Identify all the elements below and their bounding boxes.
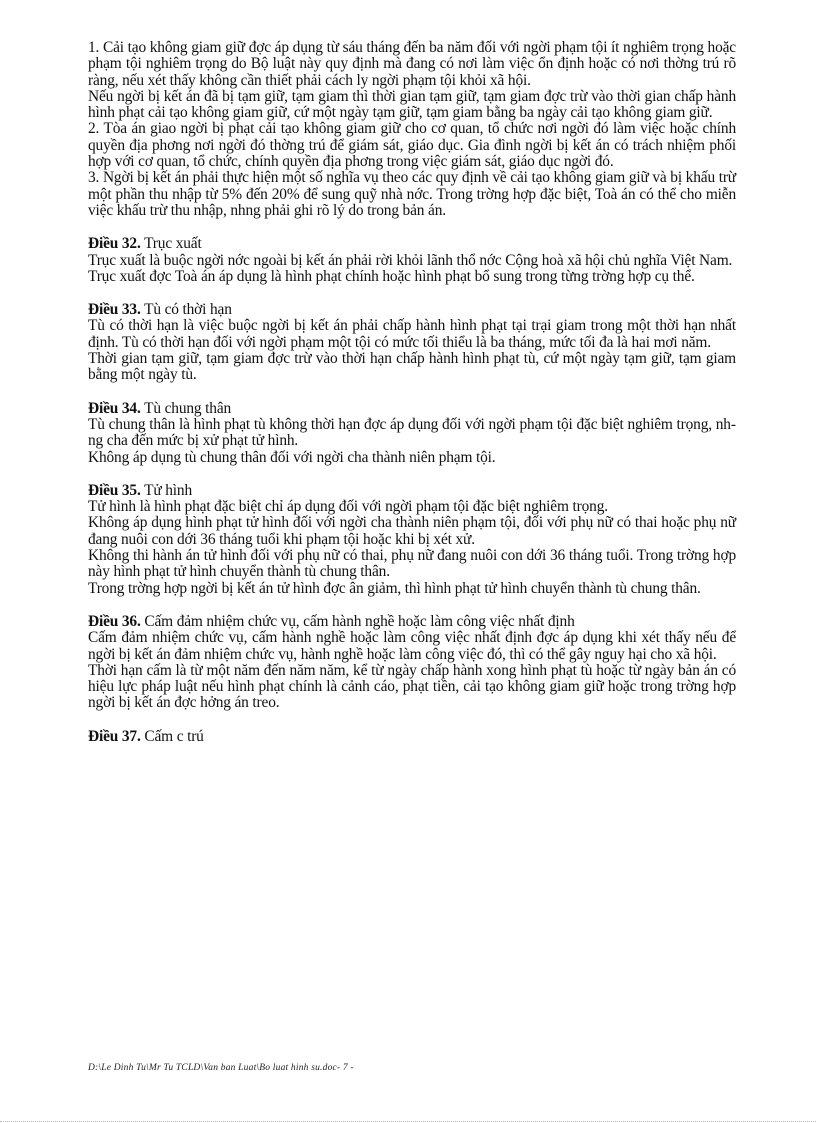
paragraph: Nếu ngời bị kết án đã bị tạm giữ, tạm giam thì thời gian tạm giữ, tạm giam đợc trừ vào thời gian chấp hành hình phạt cải tạo không giam giữ, cứ một ngày tạm giữ, tạm giam bằng ba ngày cải tạo không giam giữ. xyxy=(88,87,736,122)
article-heading xyxy=(88,401,736,417)
article-number: Điều 33. xyxy=(88,301,141,319)
article-number: Điều 34. xyxy=(88,399,141,417)
paragraph: Trục xuất đợc Toà án áp dụng là hình phạt chính hoặc hình phạt bổ sung trong từng trờng hợp cụ thể. xyxy=(88,267,695,285)
page-edge-divider xyxy=(0,1121,816,1122)
page-footer: D:\Le Dinh Tu\Mr Tu TCLD\Van ban Luat\Bo luat hinh su.doc- 7 - xyxy=(88,1063,354,1073)
article-title: Cấm c trú xyxy=(144,727,204,745)
paragraph: 2. Tòa án giao ngời bị phạt cải tạo không giam giữ cho cơ quan, tổ chức nơi ngời đó làm việc hoặc chính quyền địa phơng nơi ngời đó thờng trú để giám sát, giáo dục. Gia đình ngời bị kết án có trách nhiệm phối hợp với cơ quan, tổ chức, chính quyền địa phơng trong việc giám sát, giáo dục ngời đó. xyxy=(88,120,736,171)
article-title: Trục xuất xyxy=(144,235,202,253)
article-heading xyxy=(88,236,736,252)
article-title: Tù có thời hạn xyxy=(144,301,232,319)
article-number: Điều 37. xyxy=(88,727,141,745)
article-number: Điều 36. xyxy=(88,612,141,630)
article-title: Tù chung thân xyxy=(144,399,232,417)
paragraph: Cấm đảm nhiệm chức vụ, cấm hành nghề hoặc làm công việc nhất định đợc áp dụng khi xét thấy nếu để ngời bị kết án đảm nhiệm chức vụ, hành nghề hoặc làm công việc đó, thì có thể gây nguy hại cho xã hội. xyxy=(88,629,736,663)
paragraph: Tù có thời hạn là việc buộc ngời bị kết án phải chấp hành hình phạt tại trại giam trong một thời hạn nhất định. Tù có thời hạn đối với ngời phạm một tội có mức tối thiểu là ba tháng, mức tối đa là hai mơi năm. xyxy=(88,317,736,351)
paragraph: Trong trờng hợp ngời bị kết án tử hình đợc ân giảm, thì hình phạt tử hình chuyển thành tù chung thân. xyxy=(88,579,701,597)
paragraph: Không áp dụng tù chung thân đối với ngời cha thành niên phạm tội. xyxy=(88,448,496,466)
article-number: Điều 35. xyxy=(88,481,141,499)
article-title: Tử hình xyxy=(144,481,192,499)
article-heading xyxy=(88,614,736,630)
article-heading xyxy=(88,483,736,499)
paragraph: Tử hình là hình phạt đặc biệt chỉ áp dụng đối với ngời phạm tội đặc biệt nghiêm trọng. xyxy=(88,498,608,516)
paragraph: Trục xuất là buộc ngời nớc ngoài bị kết án phải rời khỏi lãnh thổ nớc Cộng hoà xã hội chủ nghĩa Việt Nam. xyxy=(88,251,733,269)
document-body xyxy=(88,40,736,745)
paragraph: Không áp dụng hình phạt tử hình đối với ngời cha thành niên phạm tội, đối với phụ nữ có thai hoặc phụ nữ đang nuôi con dới 36 tháng tuổi khi phạm tội hoặc khi bị xét xử. xyxy=(88,514,736,548)
paragraph: 3. Ngời bị kết án phải thực hiện một số nghĩa vụ theo các quy định về cải tạo không giam giữ và bị khấu trừ một phần thu nhập từ 5% đến 20% để sung quỹ nhà nớc. Trong trờng hợp đặc biệt, Toà án có thể cho miễn việc khấu trừ thu nhập, nhng phải ghi rõ lý do trong bản án. xyxy=(88,169,736,219)
article-heading xyxy=(88,302,736,318)
paragraph: 1. Cải tạo không giam giữ đợc áp dụng từ sáu tháng đến ba năm đối với ngời phạm tội ít nghiêm trọng hoặc phạm tội nghiêm trọng do Bộ luật này quy định mà đang có nơi làm việc ổn định hoặc có nơi thờng trú rõ ràng, nếu xét thấy không cần thiết phải cách ly ngời phạm tội khỏi xã hội. xyxy=(88,39,736,89)
paragraph: Thời hạn cấm là từ một năm đến năm năm, kể từ ngày chấp hành xong hình phạt tù hoặc từ ngày bản án có hiệu lực pháp luật nếu hình phạt chính là cảnh cáo, phạt tiền, cải tạo không giam giữ hoặc trong trờng hợp ngời bị kết án đợc hởng án treo. xyxy=(88,661,736,712)
article-heading xyxy=(88,729,736,745)
paragraph: Không thi hành án tử hình đối với phụ nữ có thai, phụ nữ đang nuôi con dới 36 tháng tuổi. Trong trờng hợp này hình phạt tử hình chuyển thành tù chung thân. xyxy=(88,547,736,581)
paragraph: Tù chung thân là hình phạt tù không thời hạn đợc áp dụng đối với ngời phạm tội đặc biệt nghiêm trọng, nhng cha đến mức bị xử phạt tử hình. xyxy=(88,415,736,450)
article-title: Cấm đảm nhiệm chức vụ, cấm hành nghề hoặc làm công việc nhất định xyxy=(144,612,575,630)
paragraph: Thời gian tạm giữ, tạm giam đợc trừ vào thời hạn chấp hành hình phạt tù, cứ một ngày tạm giữ, tạm giam bằng một ngày tù. xyxy=(88,350,736,384)
article-number: Điều 32. xyxy=(88,235,141,253)
